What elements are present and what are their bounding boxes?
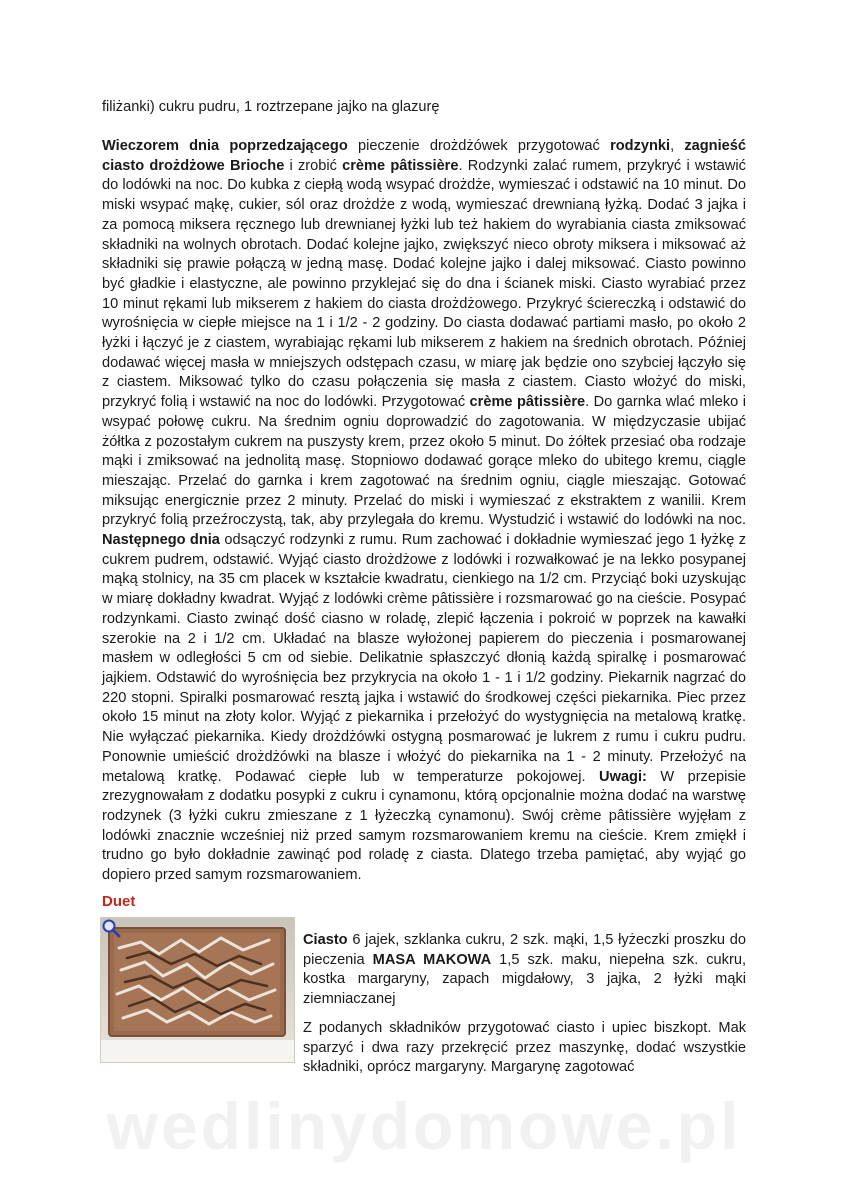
section-heading: Duet [102, 893, 136, 910]
text-run: i zrobić [284, 157, 343, 174]
watermark: wedlinydomowe.pl [106, 1089, 742, 1163]
text-run: . Rodzynki zalać rumem, przykryć i wstawić do lodówki na noc. Do kubka z ciepłą wodą wsypać drożdże, wymieszać i odstawić na 10 minut. Do miski wsypać mąkę, cukier, sól oraz drożdże z wodą, wymieszać drewnianą łyżką. Dodać 3 jajka i za pomocą miksera ręcznego lub drewnianej łyżki lub też hakiem do wyrabiania ciasta zmiksować składniki na wolnych obrotach. Dodać kolejne jajko, zwiększyć nieco obroty miksera i miksować aż składniki się prawie połączą w jedną masę. Dodać kolejne jajko i dalej miksować. Ciasto powinno być gładkie i elastyczne, ale powinno przyklejać się do dna i ścianek miski. Ciasto wyrabiać przez 10 minut rękami lub mikserem z hakiem do ciasta drożdżowego. Przykryć ściereczką i odstawić do wyrośnięcia w ciepłe miejsce na 1 i 1/2 - 2 godziny. Do ciasta dodawać partiami masło, po około 2 łyżki i łączyć je z ciastem, wyrabiając rękami lub mikserem z hakiem na średnich obrotach. Później dodawać więcej masła w mniejszych odstępach czasu, w miarę jak będzie ono szybciej łączyło się z ciastem. Miksować tylko do czasu połączenia się masła z ciastem. Ciasto włożyć do miski, przykryć folią i wstawić na noc do lodówki. Przygotować [102, 157, 746, 411]
instructions-text: Z podanych składników przygotować ciasto i upiec biszkopt. Mak sparzyć i dwa razy przekręcić przez maszynkę, dodać wszystkie składniki, oprócz margaryny. Margarynę zagotować [303, 1020, 746, 1076]
intro-text: filiżanki) cukru pudru, 1 roztrzepane jajko na glazurę [102, 99, 440, 115]
bold-phrase: MASA MAKOWA [372, 951, 492, 968]
zoom-icon[interactable] [101, 918, 121, 938]
text-run: W przepisie zrezygnowałam z dodatku posypki z cukru i cynamonu, którą opcjonalnie można dodać na warstwę rodzynek (3 łyżki cukru zmieszane z 1 łyżeczką cynamonu). Swój crème pâtissière wyjęłam z lodówki znacznie wcześniej niż przed samym rozsmarowaniem kremu na cieście. Krem zmiękł i trudno go było dokładnie zawinąć pod roladę z ciasta. Dlatego trzeba pamiętać, aby wyjąć go dopiero przed samym rozsmarowaniem. [102, 768, 746, 884]
bold-phrase: rodzynki [610, 138, 671, 154]
text-run: . Do garnka wlać mleko i wsypać połowę cukru. Na średnim ogniu doprowadzić do zagotowania. W międzyczasie ubijać żółtka z pozostałym cukrem na puszysty krem, przez około 5 minut. Do żółtek przesiać oba rodzaje mąki i zmiksować na jednolitą masę. Stopniowo dodawać gorące mleko do ubitego kremu, ciągle mieszając. Przelać do garnka i krem zagotować na średnim ogniu, ciągle mieszając. Gotować miksując energicznie przez 2 minuty. Przelać do miski i wymieszać z ekstraktem z wanilii. Krem przykryć folią przeźroczystą, tak, aby przylegała do kremu. Wystudzić i wstawić do lodówki na noc. [102, 394, 746, 529]
text-run: , [670, 138, 685, 154]
text-run: odsączyć rodzynki z rumu. Rum zachować i dokładnie wymieszać jego 1 łyżkę z cukrem pudrem, odstawić. Wyjąć ciasto drożdżowe z lodówki i rozwałkować je na lekko posypanej mąką stolnicy, na 35 cm placek w kształcie kwadratu, cienkiego na 1/2 cm. Przyciąć boki uzyskując w miarę dokładny kwadrat. Wyjąć z lodówki crème pâtissière i rozsmarować go na cieście. Posypać rodzynkami. Ciasto zwinąć dość ciasno w roladę, zlepić łączenia i pokroić w poprzek na kawałki szerokie na 2 i 1/2 cm. Układać na blasze wyłożonej papierem do pieczenia i posmarowanej masłem w odległości 5 cm od siebie. Delikatnie spłaszczyć dłonią każdą spiralkę i posmarować jajkiem. Odstawić do wyrośnięcia bez przykrycia na około 1 - 1 i 1/2 godziny. Piekarnik nagrzać do 220 stopni. Spiralki posmarować resztą jajka i wstawić do środkowej części piekarnika. Piec przez około 15 minut na złoty kolor. Wyjąć z piekarnika i przełożyć do wystygnięcia na metalową kratkę. Nie wyłączać piekarnika. Kiedy drożdżówki ostygną posmarować je lukrem z rumu i cukru pudru. Ponownie umieścić drożdżówki na blasze i włożyć do piekarnika na 1 - 2 minuty. Przełożyć na metalową kratkę. Podawać ciepłe lub w temperaturze pokojowej. [102, 532, 747, 785]
bold-phrase: Ciasto [303, 932, 348, 948]
cake-photo [100, 917, 295, 1063]
bold-phrase: Uwagi: [599, 768, 647, 785]
bold-phrase: Wieczorem dnia poprzedzającego [102, 138, 348, 154]
text-run: 1,5 szk. maku, niepełna szk. cukru, kostka margaryny, zapach migdałowy, 3 jajka, 2 łyżki mąki ziemniaczanej [303, 951, 747, 1008]
text-run: pieczenie drożdżówek przygotować [347, 138, 611, 154]
text-run: 6 jajek, szklanka cukru, 2 szk. mąki, 1,5 łyżeczki proszku do pieczenia [303, 932, 746, 968]
bold-phrase: Następnego dnia [102, 532, 220, 549]
ingredients-text [303, 931, 746, 1010]
main-recipe-text [102, 137, 746, 886]
cake-photo-image [101, 918, 294, 1062]
bold-phrase: crème pâtissière [469, 394, 586, 411]
bold-phrase: crème pâtissière [342, 157, 459, 174]
bold-phrase: zagnieść ciasto drożdżowe Brioche [102, 138, 747, 174]
